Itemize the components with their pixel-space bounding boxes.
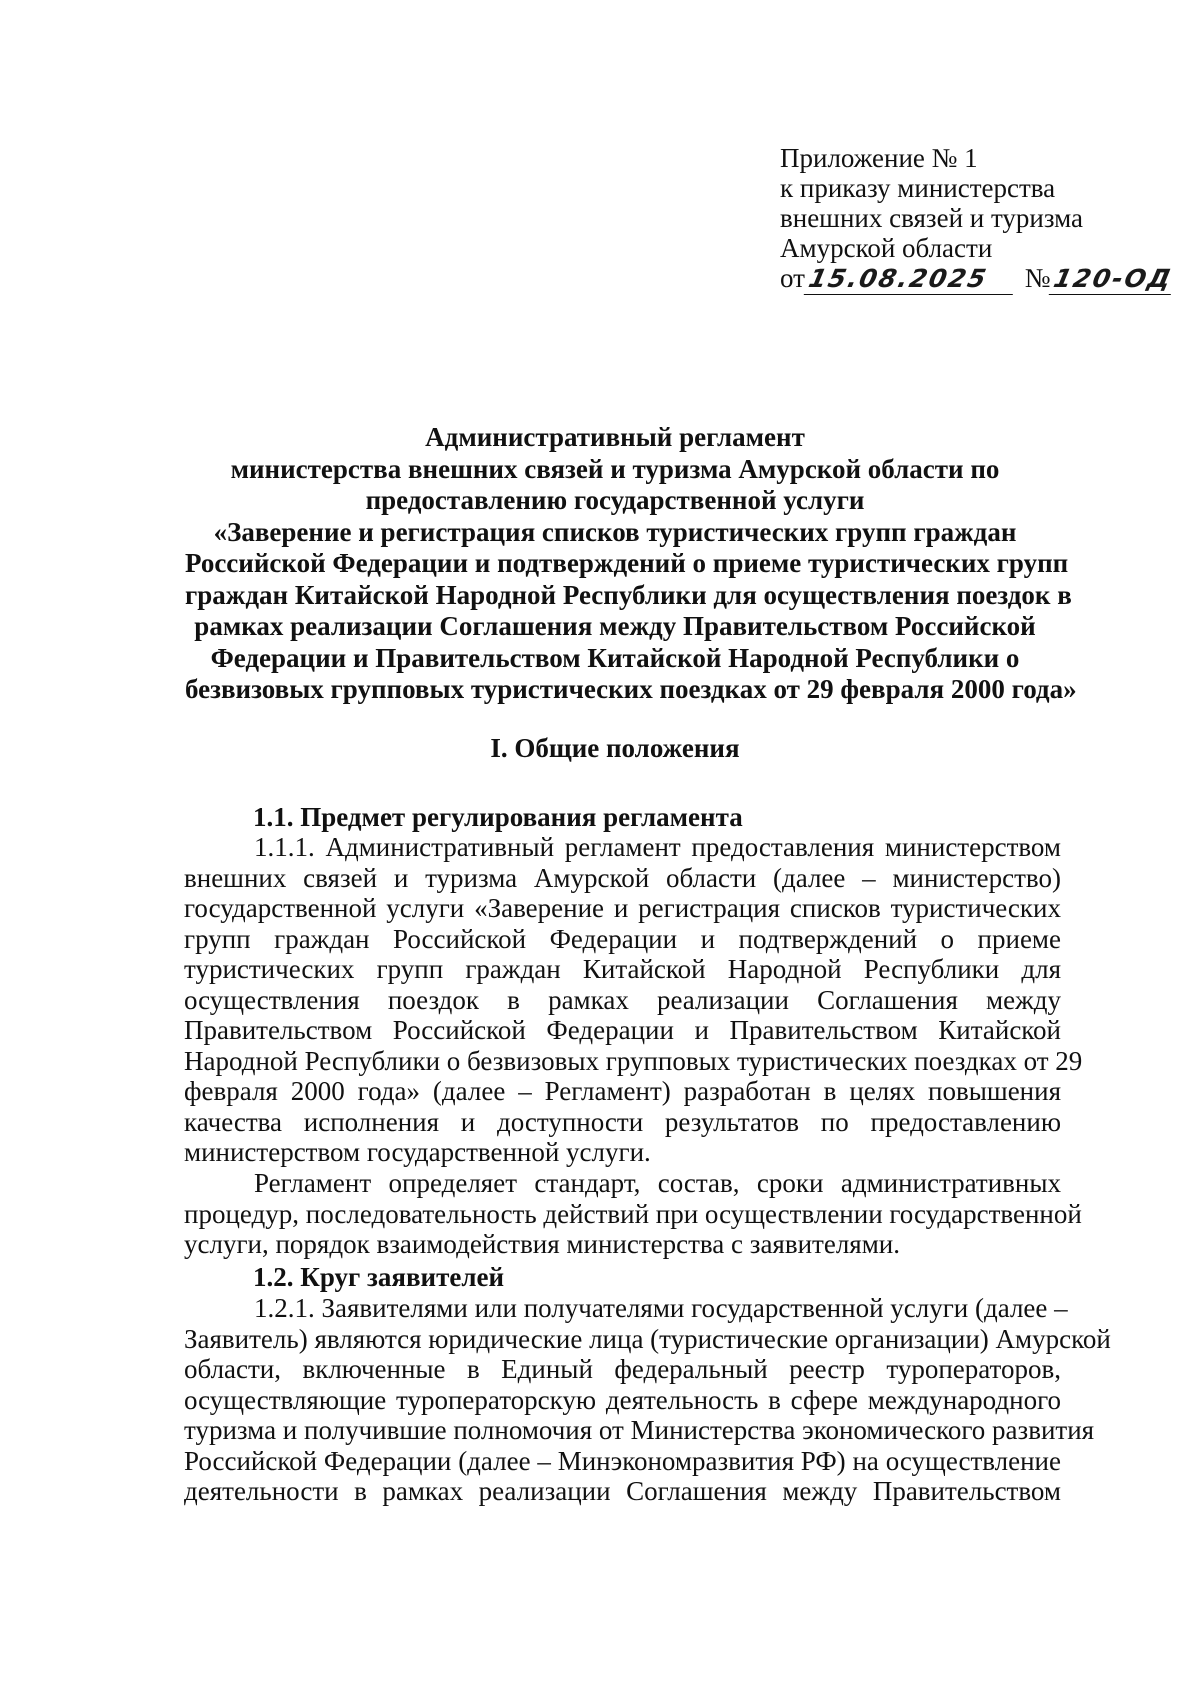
title-line: Административный регламент [425, 422, 805, 452]
document-title [185, 422, 1077, 706]
text-line: 1.2.1. Заявителями или получателями государственной услуги (далее – [254, 1293, 1068, 1323]
title-line: предоставлению государственной услуги [365, 485, 865, 515]
appendix-line-4: Амурской области [780, 233, 993, 263]
text-line: групп граждан Российской Федерации и подтверждений о приеме [184, 923, 1061, 954]
title-line: «Заверение и регистрация списков туристических групп граждан [213, 516, 1017, 547]
paragraph-1-2-1 [184, 1293, 1111, 1507]
text-line: туристических групп граждан Китайской Народной Республики для [184, 954, 1061, 984]
text-line: Российской Федерации (далее – Минэкономразвития РФ) на осуществление [184, 1445, 1061, 1476]
paragraph-regulation [184, 1168, 1082, 1260]
text-line: качества исполнения и доступности результатов по предоставлению [184, 1106, 1061, 1137]
text-line: министерством государственной услуги. [184, 1137, 651, 1167]
title-line: граждан Китайской Народной Республики для осуществления поездок в [185, 579, 1072, 610]
title-line: Российской Федерации и подтверждений о приеме туристических групп [185, 548, 1069, 578]
text-line: Правительством Российской Федерации и Правительством Китайской [184, 1015, 1061, 1045]
appendix-block [780, 143, 1176, 295]
text-line: деятельности в рамках реализации Соглашения между Правительством [184, 1476, 1061, 1506]
text-line: осуществления поездок в рамках реализации Соглашения между [184, 984, 1061, 1015]
subsection-heading-1-1: 1.1. Предмет регулирования регламента [253, 802, 743, 832]
text-line: услуги, порядок взаимодействия министерства с заявителями. [184, 1229, 901, 1259]
appendix-date-line [780, 263, 1176, 295]
paragraph-1-1-1 [184, 832, 1083, 1168]
title-line: Федерации и Правительством Китайской Народной Республики о [210, 642, 1020, 673]
title-line: безвизовых групповых туристических поездках от 29 февраля 2000 года» [185, 674, 1077, 704]
text-line: государственной услуги «Заверение и регистрация списков туристических [184, 893, 1061, 923]
title-line: рамках реализации Соглашения между Правительством Российской [194, 611, 1036, 641]
text-line: области, включенные в Единый федеральный реестр туроператоров, [184, 1354, 1061, 1384]
appendix-line-3: внешних связей и туризма [780, 203, 1084, 233]
number-prefix: № [1024, 263, 1051, 293]
appendix-line-2: к приказу министерства [780, 173, 1056, 203]
text-line: Заявитель) являются юридические лица (туристические организации) Амурской [184, 1323, 1111, 1354]
text-line: туризма и получившие полномочия от Министерства экономического развития [184, 1415, 1095, 1445]
text-line: Регламент определяет стандарт, состав, сроки административных [254, 1168, 1061, 1198]
date-prefix: от [780, 263, 805, 293]
subsection-heading-1-2: 1.2. Круг заявителей [253, 1262, 505, 1292]
text-line: февраля 2000 года» (далее – Регламент) разработан в целях повышения [184, 1076, 1061, 1106]
appendix-line-1: Приложение № 1 [780, 143, 978, 173]
text-line: 1.1.1. Административный регламент предоставления министерством [254, 832, 1061, 862]
text-line: внешних связей и туризма Амурской области (далее – министерство) [184, 862, 1061, 893]
text-line: Народной Республики о безвизовых групповых туристических поездках от 29 [184, 1045, 1083, 1076]
text-line: процедур, последовательность действий при осуществлении государственной [184, 1198, 1082, 1229]
text-line: осуществляющие туроператорскую деятельность в сфере международного [184, 1384, 1061, 1415]
handwritten-date: 15.08.2025 [804, 264, 1020, 295]
section-heading: I. Общие положения [490, 733, 740, 763]
handwritten-number: 120-ОД [1049, 264, 1178, 295]
title-line: министерства внешних связей и туризма Амурской области по [230, 453, 1000, 484]
